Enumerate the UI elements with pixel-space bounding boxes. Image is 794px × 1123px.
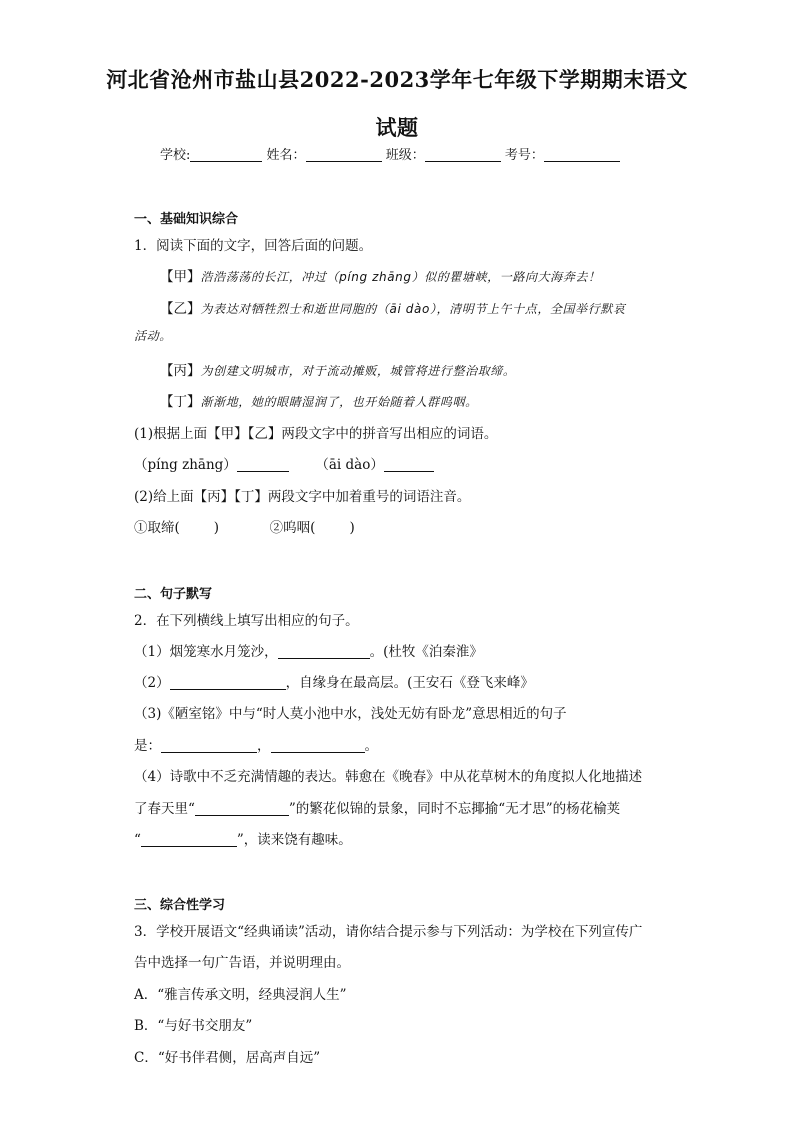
line-text: “ [134,832,141,848]
passage-text: 浩浩荡荡的长江，冲过（píng zhāng）似的瞿塘峡，一路向大海奔去！ [200,270,601,284]
line-text: 是： [134,738,161,754]
pronounce-answer-row [134,516,355,536]
class-label: 班级： [385,148,425,163]
passage-yi-cont [134,327,172,344]
section-heading: 二、句子默写 [134,587,213,602]
recite-line-4 [134,734,378,754]
answer-blank[interactable] [237,457,289,472]
line-text: ”的繁花似锦的景象，同时不忘揶揄“无才思”的杨花榆荚 [288,801,621,817]
passage-tag: 【甲】 [160,269,201,285]
recite-line-1 [134,640,483,660]
recite-line-6 [134,797,620,817]
class-blank[interactable] [425,147,501,162]
answer-blank[interactable] [278,644,370,659]
question-2: 2．在下列横线上填写出相应的句子。 [134,613,359,629]
line-text: ，自缘身在最高层。(王安石《登飞来峰》 [285,675,534,691]
question-1: 1．阅读下面的文字，回答后面的问题。 [134,238,373,254]
line-text: 了春天里“ [134,801,195,817]
exam-title-line2: 试题 [375,115,419,140]
answer-blank[interactable] [384,457,434,472]
recite-line-5: （4）诗歌中不乏充满情趣的表达。韩愈在《晚春》中从花草树木的角度拟人化地描述 [134,769,643,785]
school-label: 学校: [160,148,191,163]
name-label: 姓名： [266,148,306,163]
sub-question-1: (1)根据上面【甲】【乙】两段文字中的拼音写出相应的词语。 [134,426,498,442]
answer-blank[interactable] [161,738,257,753]
question-3: 3．学校开展语文“经典诵读”活动，请你结合提示参与下列活动：为学校在下列宣传广 [134,924,643,940]
question-3-cont: 告中选择一句广告语，并说明理由。 [134,955,350,971]
name-blank[interactable] [306,147,382,162]
option-b: B．“与好书交朋友” [134,1018,253,1034]
student-info-row [160,144,620,163]
passage-ding [160,390,478,410]
passage-bing [160,359,516,379]
recite-line-7 [134,828,352,848]
passage-tag: 【丁】 [160,394,201,410]
exam-title: 河北省沧州市盐山县2022-2023学年七年级下学期期末语文 [106,67,688,92]
item-label: ①取缔( [134,520,180,536]
recite-line-2 [134,671,534,691]
answer-blank[interactable] [141,832,237,847]
sub-question-2: (2)给上面【丙】【丁】两段文字中加着重号的词语注音。 [134,489,471,505]
passage-text: 为创建文明城市，对于流动摊贩，城管将进行整治取缔。 [200,364,516,378]
item-label: ②呜咽( [269,520,316,536]
passage-jia [160,265,601,285]
line-text: ”，读来饶有趣味。 [236,832,352,848]
passage-text: 渐渐地，她的眼睛湿润了，也开始随着人群呜咽。 [200,395,478,409]
passage-text: 活动。 [134,329,172,343]
recite-line-3: （3)《陋室铭》中与“时人莫小池中水，浅处无妨有卧龙”意思相近的句子 [134,706,567,722]
passage-text: 为表达对牺牲烈士和逝世同胞的（āi dào），清明节上午十点，全国举行默哀 [200,302,626,316]
section-heading: 一、基础知识综合 [134,212,239,227]
option-a: A．“雅言传承文明，经典浸润人生” [134,987,347,1003]
close-paren: ) [349,520,355,536]
answer-blank[interactable] [271,738,365,753]
option-c: C．“好书伴君侧，居高声自远” [134,1050,321,1066]
school-blank[interactable] [190,147,262,162]
line-text: 。 [364,738,378,754]
answer-blank[interactable] [195,801,289,816]
pinyin-label: （āi dào） [315,457,384,473]
answer-blank[interactable] [170,675,286,690]
number-label: 考号： [504,148,544,163]
section-heading: 三、综合性学习 [134,898,226,913]
passage-yi [160,297,626,317]
passage-tag: 【乙】 [160,301,201,317]
pinyin-answer-row [134,453,434,473]
pinyin-label: （píng zhāng） [134,457,237,473]
line-text: 。(杜牧《泊秦淮》 [369,644,483,660]
line-text: （1）烟笼寒水月笼沙， [134,644,278,660]
line-text: （2） [134,675,170,691]
passage-tag: 【丙】 [160,363,201,379]
close-paren: ) [213,520,220,536]
number-blank[interactable] [544,147,620,162]
line-text: ， [257,738,271,754]
